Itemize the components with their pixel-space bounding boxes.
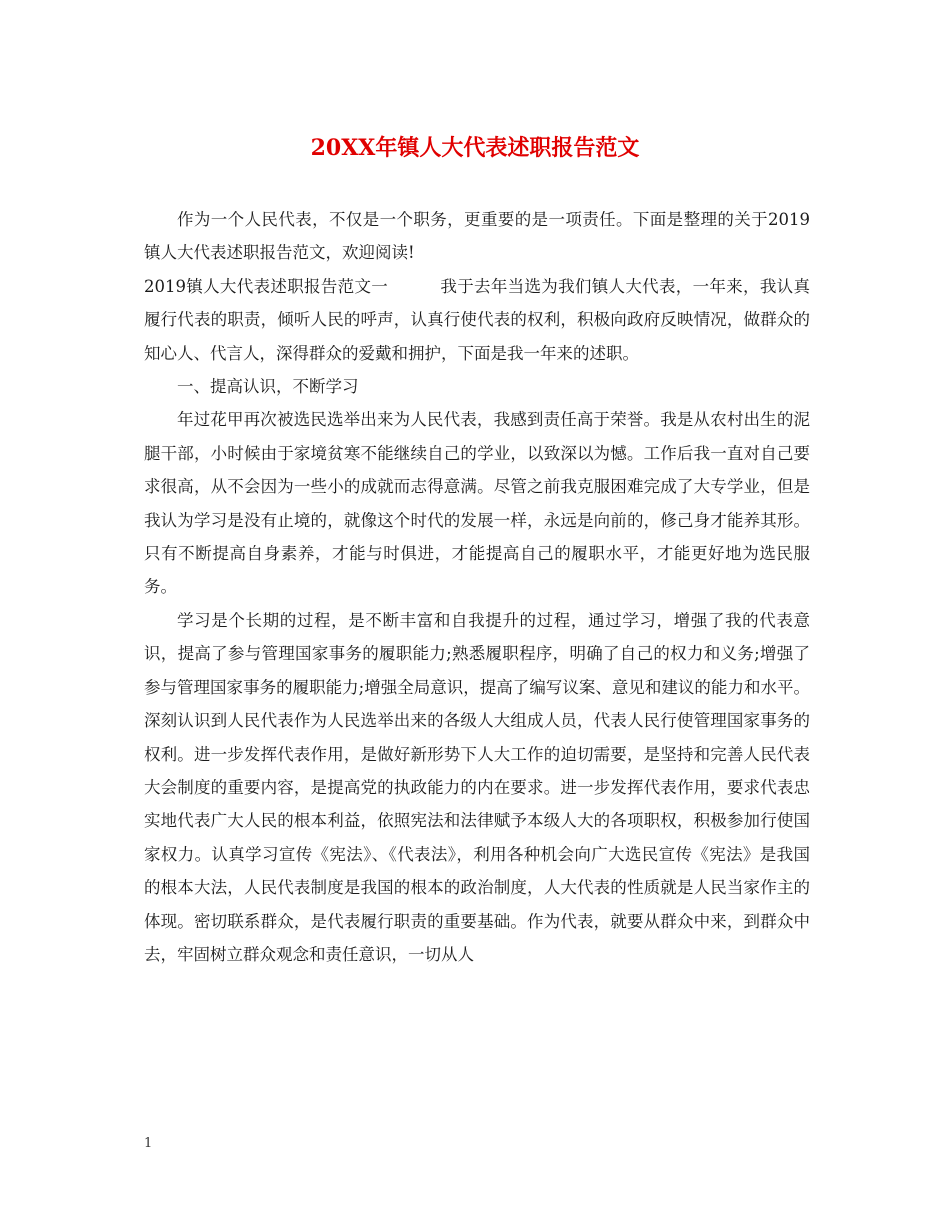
section-heading: 一、提高认识，不断学习 [177,377,359,397]
document-body [144,203,810,971]
body-paragraph-1: 年过花甲再次被选民选举出来为人民代表，我感到责任高于荣誉。我是从农村出生的泥腿干部，小时候由于家境贫寒不能继续自己的学业，以致深以为憾。工作后我一直对自己要求很高，从不会因为一些小的成就而志得意满。尽管之前我克服困难完成了大专学业，但是我认为学习是没有止境的，就像这个时代的发展一样，永远是向前的，修己身才能养其形。只有不断提高自身素养，才能与时俱进，才能提高自己的履职水平，才能更好地为选民服务。 [144,410,810,597]
section-first-text: 我于去年当选为我们镇人大代表，一年来，我认真履行代表的职责，倾听人民的呼声，认真行使代表的权利，积极向政府反映情况，做群众的知心人、代言人，深得群众的爱戴和拥护，下面是我一年来的述职。 [144,276,810,363]
section-label: 2019镇人大代表述职报告范文一 [144,276,389,296]
document-title: 20XX年镇人大代表述职报告范文 [310,135,640,161]
body-paragraph-2: 学习是个长期的过程，是不断丰富和自我提升的过程，通过学习，增强了我的代表意识，提高了参与管理国家事务的履职能力;熟悉履职程序，明确了自己的权力和义务;增强了参与管理国家事务的履职能力;增强全局意识，提高了编写议案、意见和建议的能力和水平。深刻认识到人民代表作为人民选举出来的各级人大组成人员，代表人民行使管理国家事务的权利。进一步发挥代表作用，是做好新形势下人大工作的迫切需要，是坚持和完善人民代表大会制度的重要内容，是提高党的执政能力的内在要求。进一步发挥代表作用，要求代表忠实地代表广大人民的根本利益，依照宪法和法律赋予本级人大的各项职权，积极参加行使国家权力。认真学习宣传《宪法》、《代表法》，利用各种机会向广大选民宣传《宪法》是我国的根本大法，人民代表制度是我国的根本的政治制度，人大代表的性质就是人民当家作主的体现。密切联系群众，是代表履行职责的重要基础。作为代表，就要从群众中来，到群众中去，牢固树立群众观念和责任意识，一切从人 [144,610,810,964]
page-number: 1 [144,1136,153,1151]
intro-paragraph: 作为一个人民代表，不仅是一个职务，更重要的是一项责任。下面是整理的关于2019镇人大代表述职报告范文，欢迎阅读! [144,210,810,263]
section-paragraph [144,270,810,370]
